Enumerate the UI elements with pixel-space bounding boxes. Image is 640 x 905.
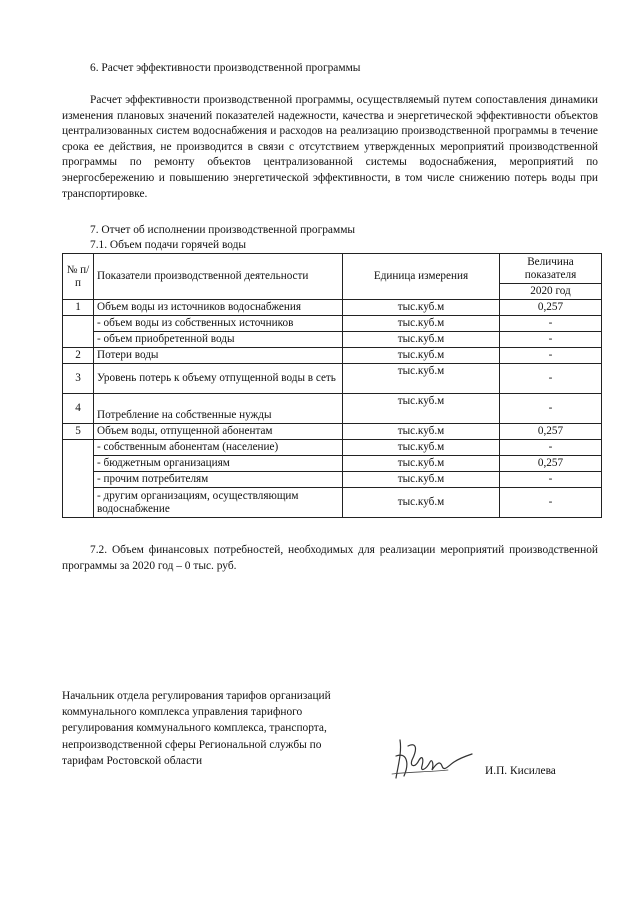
header-num: № п/п (63, 254, 94, 300)
hot-water-supply-table (62, 253, 602, 518)
row-unit: тыс.куб.м (343, 456, 500, 472)
row-num (63, 440, 94, 518)
row-value: - (500, 332, 602, 348)
row-indicator: Уровень потерь к объему отпущенной воды в сеть (94, 364, 343, 394)
signer-position-line: тарифам Ростовской области (62, 754, 203, 767)
row-unit: тыс.куб.м (343, 472, 500, 488)
row-indicator: - бюджетным организациям (94, 456, 343, 472)
row-num: 2 (63, 348, 94, 364)
header-unit: Единица измерения (343, 254, 500, 300)
row-unit: тыс.куб.м (343, 488, 500, 518)
row-indicator: - собственным абонентам (население) (94, 440, 343, 456)
table-row (63, 332, 602, 348)
row-value: - (500, 316, 602, 332)
handwritten-signature (388, 732, 478, 787)
table-row (63, 424, 602, 440)
row-indicator: Потери воды (94, 348, 343, 364)
signer-position-line: непроизводственной сферы Региональной службы по (62, 738, 322, 751)
row-value: - (500, 394, 602, 424)
header-year: 2020 год (500, 284, 602, 300)
row-unit: тыс.куб.м (343, 440, 500, 456)
row-indicator: Объем воды из источников водоснабжения (94, 300, 343, 316)
row-num: 5 (63, 424, 94, 440)
table-row (63, 364, 602, 394)
row-value: 0,257 (500, 456, 602, 472)
row-value: 0,257 (500, 300, 602, 316)
row-indicator: Объем воды, отпущенной абонентам (94, 424, 343, 440)
row-unit: тыс.куб.м (343, 316, 500, 332)
row-num: 1 (63, 300, 94, 316)
header-indicator: Показатели производственной деятельности (94, 254, 343, 300)
section-6-body: Расчет эффективности производственной программы, осуществляемый путем сопоставления динамики изменения плановых значений показателей надежности, качества и энергетической эффективности объектов централизованных систем водоснабжения и расходов на реализацию производственной программы в течение срока ее действия, не производится в связи с отсутствием утвержденных мероприятий производственной программы по ремонту объектов централизованной системы водоснабжения, мероприятий по энергосбережению и повышению энергетической эффективности, в том числе снижению потерь воды при транспортировке. (62, 94, 598, 200)
table-row (63, 348, 602, 364)
row-value: 0,257 (500, 424, 602, 440)
row-unit: тыс.куб.м (343, 364, 500, 394)
signer-name: И.П. Кисилева (485, 765, 556, 777)
row-unit: тыс.куб.м (343, 300, 500, 316)
row-value: - (500, 364, 602, 394)
row-indicator: Потребление на собственные нужды (94, 394, 343, 424)
row-indicator: - другим организациям, осуществляющим водоснабжение (94, 488, 343, 518)
row-unit: тыс.куб.м (343, 348, 500, 364)
row-indicator: - объем приобретенной воды (94, 332, 343, 348)
row-value: - (500, 488, 602, 518)
row-unit: тыс.куб.м (343, 424, 500, 440)
signer-position-line: регулирования коммунального комплекса, транспорта, (62, 722, 327, 735)
row-value: - (500, 348, 602, 364)
table-row (63, 440, 602, 456)
table-row (63, 316, 602, 332)
section-7-1-heading: 7.1. Объем подачи горячей воды (90, 239, 247, 251)
row-value: - (500, 440, 602, 456)
table-row (63, 456, 602, 472)
table-row (63, 394, 602, 424)
section-7-2-text: 7.2. Объем финансовых потребностей, необходимых для реализации мероприятий производственной программы за 2020 год – 0 тыс. руб. (62, 544, 598, 572)
row-indicator: - объем воды из собственных источников (94, 316, 343, 332)
section-7-heading: 7. Отчет об исполнении производственной программы (90, 224, 356, 236)
header-value: Величина показателя (500, 254, 602, 284)
table-row (63, 300, 602, 316)
row-num (63, 316, 94, 348)
row-num: 3 (63, 364, 94, 394)
signer-position-line: Начальник отдела регулирования тарифов организаций (62, 690, 331, 702)
row-value: - (500, 472, 602, 488)
section-6-heading: 6. Расчет эффективности производственной программы (90, 62, 361, 74)
signer-position (62, 688, 382, 769)
table-row (63, 488, 602, 518)
row-unit: тыс.куб.м (343, 394, 500, 424)
signer-position-line: коммунального комплекса управления тарифного (62, 706, 303, 719)
row-indicator: - прочим потребителям (94, 472, 343, 488)
table-row (63, 472, 602, 488)
row-num: 4 (63, 394, 94, 424)
row-unit: тыс.куб.м (343, 332, 500, 348)
